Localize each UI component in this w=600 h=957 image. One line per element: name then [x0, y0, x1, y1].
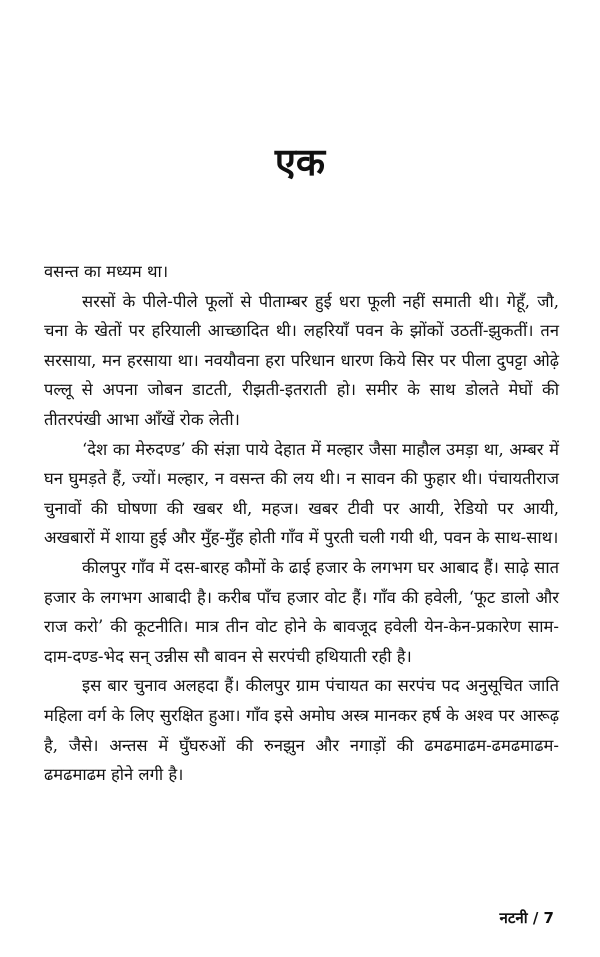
paragraph-3: ‘देश का मेरुदण्ड’ की संज्ञा पाये देहात में मल्हार जैसा माहौल उमड़ा था, अम्बर में घन घुमड़ते हैं, ज्यों। मल्हार, न वसन्त की लय थी। न सावन की फुहार थी। पंचायतीराज चुनावों की घोषणा की खबर थी, महज। खबर टीवी पर आयी, रेडियो पर आयी, अखबारों में शाया हुई और मुँह-मुँह होती गाँव में पुरती चली गयी थी, पवन के साथ-साथ। [44, 439, 559, 548]
paragraph-4: कीलपुर गाँव में दस-बारह कौमों के ढाई हजार के लगभग घर आबाद हैं। साढ़े सात हजार के लगभग आबादी है। करीब पाँच हजार वोट हैं। गाँव की हवेली, ‘फूट डालो और राज करो’ की कूटनीति। मात्र तीन वोट होने के बावजूद हवेली येन-केन-प्रकारेण साम-दाम-दण्ड-भेद सन् उन्नीस सौ बावन से सरपंची हथियाती रही है। [44, 557, 559, 666]
body-text [44, 257, 559, 790]
chapter-title: एक [274, 140, 326, 184]
paragraph-2: सरसों के पीले-पीले फूलों से पीताम्बर हुई धरा फूली नहीं समाती थी। गेहूँ, जौ, चना के खेतों पर हरियाली आच्छादित थी। लहरियाँ पवन के झोंकों उठतीं-झुकतीं। तन सरसाया, मन हरसाया था। नवयौवना हरा परिधान धारण किये सिर पर पीला दुपट्टा ओढ़े पल्लू से अपना जोबन डाटती, रीझती-इतराती हो। समीर के साथ डोलते मेघों की तीतरपंखी आभा आँखें रोक लेती। [44, 291, 559, 429]
paragraph-1: वसन्त का मध्यम था। [44, 262, 169, 281]
page-footer-running-head: नटनी / 7 [499, 909, 554, 927]
paragraph-5: इस बार चुनाव अलहदा हैं। कीलपुर ग्राम पंचायत का सरपंच पद अनुसूचित जाति महिला वर्ग के लिए सुरक्षित हुआ। गाँव इसे अमोघ अस्त्र मानकर हर्ष के अश्व पर आरूढ़ है, जैसे। अन्तस में घुँघरुओं की रुनझुन और नगाड़ों की ढमढमाढम-ढमढमाढम-ढमढमाढम होने लगी है। [44, 676, 559, 785]
